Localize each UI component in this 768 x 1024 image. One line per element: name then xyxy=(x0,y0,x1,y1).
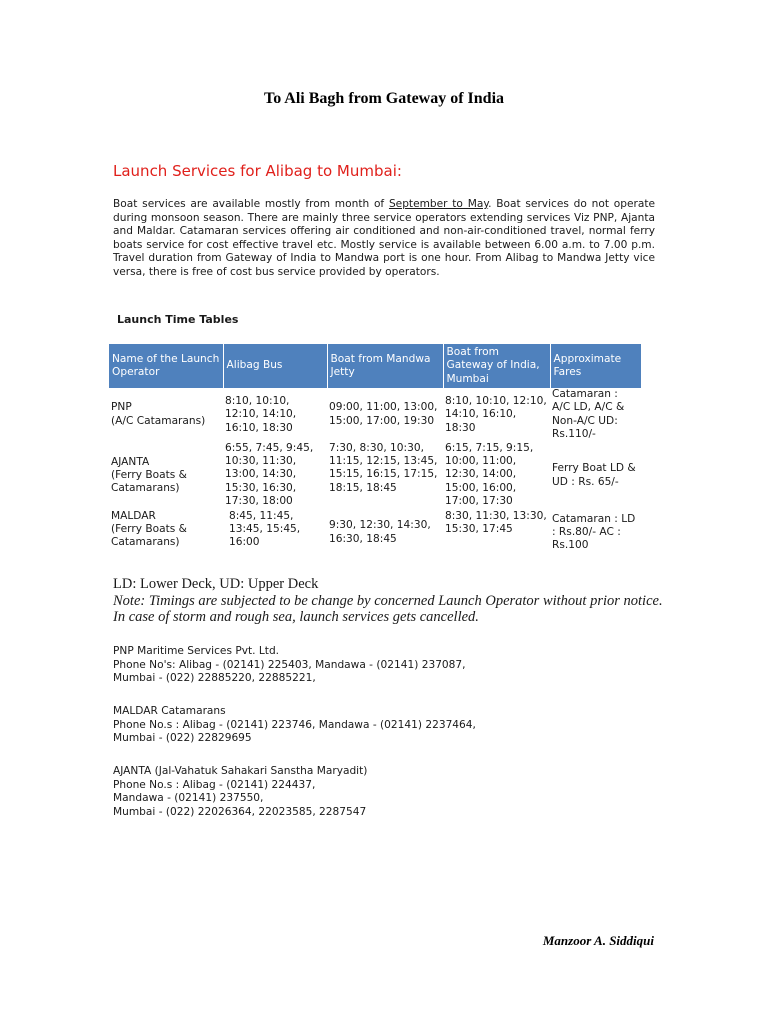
gateway-cell: 6:15, 7:15, 9:15, 10:00, 11:00, 12:30, 14:00, 15:00, 16:00, 17:00, 17:30 xyxy=(445,441,534,508)
page-title: To Ali Bagh from Gateway of India xyxy=(263,90,505,107)
alibag-bus-cell: 6:55, 7:45, 9:45, 10:30, 11:30, 13:00, 14:30, 15:30, 16:30, 17:30, 18:00 xyxy=(225,441,314,508)
intro-paragraph xyxy=(113,198,655,280)
contact-block-pnp xyxy=(113,645,673,686)
gateway-cell: 8:10, 10:10, 12:10, 14:10, 16:10, 18:30 xyxy=(445,394,547,434)
timing-note: Note: Timings are subjected to be change by concerned Launch Operator without prior notice. In case of storm and rough sea, launch services gets cancelled. xyxy=(113,592,663,625)
contact-line: AJANTA (Jal-Vahatuk Sahakari Sanstha Maryadit) xyxy=(113,765,368,777)
contact-line: Phone No's: Alibag - (02141) 225403, Mandawa - (02141) 237087, xyxy=(113,658,466,671)
contact-line: PNP Maritime Services Pvt. Ltd. xyxy=(113,645,280,657)
operator-cell xyxy=(109,510,223,556)
contact-line: Mandawa - (02141) 237550, xyxy=(113,792,264,805)
operator-name: PNP xyxy=(111,401,132,414)
operator-cell xyxy=(109,442,223,510)
column-header-mandwa: Boat from Mandwa Jetty xyxy=(327,344,443,388)
gateway-cell: 8:30, 11:30, 13:30, 15:30, 17:45 xyxy=(445,509,547,536)
alibag-bus-cell: 8:10, 10:10, 12:10, 14:10, 16:10, 18:30 xyxy=(225,394,297,434)
contact-line: Phone No.s : Alibag - (02141) 224437, xyxy=(113,778,316,791)
mandwa-cell: 09:00, 11:00, 13:00, 15:00, 17:00, 19:30 xyxy=(329,401,438,427)
table-row xyxy=(109,510,641,556)
mandwa-cell: 9:30, 12:30, 14:30, 16:30, 18:45 xyxy=(329,519,431,545)
operator-name: MALDAR xyxy=(111,509,156,522)
column-header-gateway: Boat from Gateway of India, Mumbai xyxy=(443,344,550,388)
intro-underlined-months: September to May xyxy=(388,198,489,210)
intro-text-before: Boat services are available mostly from month of xyxy=(113,198,389,210)
table-row xyxy=(109,442,641,510)
contact-block-maldar xyxy=(113,705,673,746)
notes-block xyxy=(113,576,673,626)
fares-cell: Catamaran : A/C LD, A/C & Non-A/C UD: Rs.110/- xyxy=(552,388,625,441)
column-header-alibag-bus: Alibag Bus xyxy=(223,344,327,388)
mandwa-cell: 7:30, 8:30, 10:30, 11:15, 12:15, 13:45, 15:15, 16:15, 17:15, 18:15, 18:45 xyxy=(329,441,438,494)
operator-name: AJANTA xyxy=(111,455,150,468)
contact-line: Phone No.s : Alibag - (02141) 223746, Mandawa - (02141) 2237464, xyxy=(113,718,476,731)
contact-line: Mumbai - (022) 22026364, 22023585, 2287547 xyxy=(113,805,367,818)
launch-timetable xyxy=(109,344,641,556)
timetable-header-row xyxy=(109,344,641,388)
section-subtitle: Launch Services for Alibag to Mumbai: xyxy=(113,162,402,180)
fares-cell: Ferry Boat LD & UD : Rs. 65/- xyxy=(552,462,636,488)
contact-line: Mumbai - (022) 22885220, 22885221, xyxy=(113,672,316,685)
deck-legend: LD: Lower Deck, UD: Upper Deck xyxy=(113,576,319,592)
timetable-heading: Launch Time Tables xyxy=(117,313,239,326)
contact-line: MALDAR Catamarans xyxy=(113,705,226,717)
operator-type: (A/C Catamarans) xyxy=(111,414,206,427)
column-header-fares: Approximate Fares xyxy=(550,344,641,388)
contact-block-ajanta xyxy=(113,765,673,819)
operator-type: (Ferry Boats & Catamarans) xyxy=(111,523,187,549)
alibag-bus-cell: 8:45, 11:45, 13:45, 15:45, 16:00 xyxy=(229,509,301,549)
author-signature: Manzoor A. Siddiqui xyxy=(542,933,654,948)
operator-type: (Ferry Boats & Catamarans) xyxy=(111,468,187,495)
table-row xyxy=(109,388,641,442)
intro-text-after: . Boat services do not operate during monsoon season. There are mainly three service operators extending services Viz PNP, Ajanta and Maldar. Catamaran services offering air conditioned and non-air-conditioned travel, normal ferry boats service for cost effective travel etc. Mostly service is available between 6.00 a.m. to 7.00 p.m. Travel duration from Gateway of India to Mandwa port is one hour. From Alibag to Mandwa Jetty vice versa, there is free of cost bus service provided by operators. xyxy=(113,198,655,278)
operator-cell xyxy=(109,388,223,442)
contact-line: Mumbai - (022) 22829695 xyxy=(113,732,252,745)
fares-cell: Catamaran : LD : Rs.80/- AC : Rs.100 xyxy=(552,512,636,552)
column-header-operator: Name of the Launch Operator xyxy=(109,344,223,388)
